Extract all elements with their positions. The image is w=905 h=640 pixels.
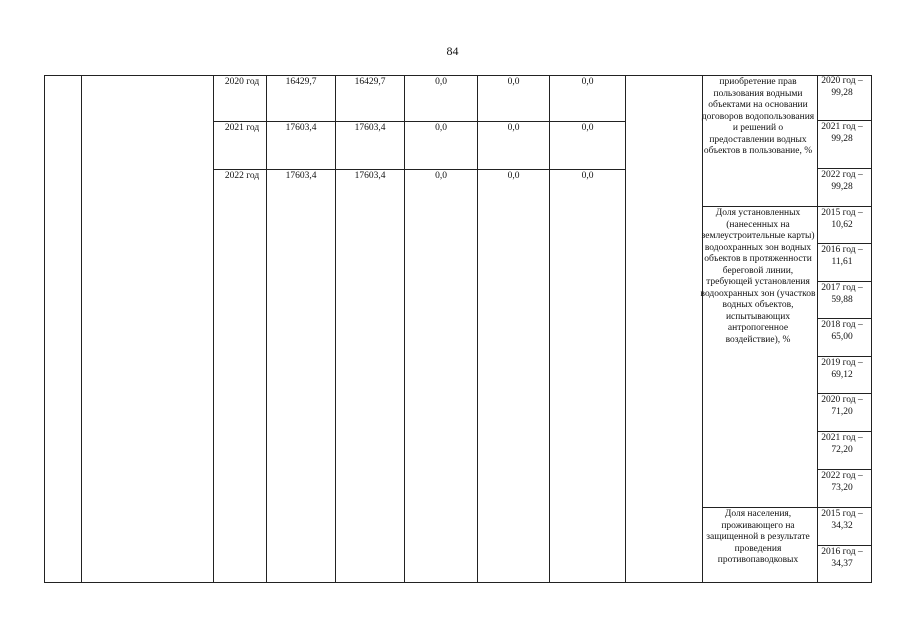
row-value: 0,0: [507, 77, 520, 87]
col-line-1: [81, 75, 82, 583]
col-line-11: [871, 75, 872, 583]
row-value: 0,0: [435, 77, 447, 87]
target-line: [817, 469, 871, 470]
page-number: 84: [446, 44, 459, 58]
row-value: 0,0: [507, 171, 520, 181]
row-year: 2021 год: [224, 123, 260, 133]
target-value: 2018 год – 65,00: [821, 320, 863, 342]
row-value: 0,0: [435, 123, 447, 133]
row-total: 17603,4: [285, 171, 317, 181]
row-budget: 16429,7: [354, 77, 386, 87]
target-line: [817, 507, 871, 508]
target-line: [817, 431, 871, 432]
row-value: 0,0: [435, 171, 447, 181]
target-value: 2016 год – 11,61: [821, 245, 863, 267]
row-line-2: [213, 169, 625, 170]
target-value: 2020 год – 71,20: [821, 395, 863, 417]
target-value: 2021 год – 99,28: [821, 122, 863, 144]
col-line-4: [335, 75, 336, 583]
table-bottom-border: [44, 582, 872, 583]
target-line: [817, 281, 871, 282]
col-line-2: [213, 75, 214, 583]
indicator-text: Доля населения, проживающего на защищенной в результате проведения противопаводковых: [706, 509, 810, 565]
row-total: 16429,7: [285, 77, 317, 87]
target-value: 2022 год – 99,28: [821, 170, 863, 192]
target-value: 2017 год – 59,88: [821, 283, 863, 305]
target-value: 2015 год – 10,62: [821, 208, 863, 230]
target-line: [817, 393, 871, 394]
target-value: 2015 год – 34,32: [821, 509, 863, 531]
target-line: [817, 168, 871, 169]
row-line-1: [213, 121, 625, 122]
target-line: [817, 243, 871, 244]
row-total: 17603,4: [285, 123, 317, 133]
indicator-text: Доля установленных (нанесенных на землеустроительные карты) водоохранных зон водных объектов в протяженности береговой линии, требующей установления водоохранных зон (участков водных объектов, испытывающих антропогенное воздействие), %: [700, 208, 816, 345]
target-value: 2016 год – 34,37: [821, 547, 863, 569]
target-line: [817, 120, 871, 121]
row-value: 0,0: [507, 123, 520, 133]
col-line-0: [44, 75, 45, 583]
col-line-7: [549, 75, 550, 583]
row-value: 0,0: [581, 171, 594, 181]
target-line: [817, 206, 871, 207]
col-line-6: [477, 75, 478, 583]
indicator-text: приобретение прав пользования водными объектами на основании договоров водопользования и решений о предоставлении водных объектов в пользование, %: [701, 77, 815, 156]
target-line: [817, 318, 871, 319]
row-year: 2020 год: [224, 77, 260, 87]
table-top-border: [44, 75, 872, 76]
target-value: 2020 год – 99,28: [821, 76, 863, 98]
program-table: [44, 75, 872, 583]
row-budget: 17603,4: [354, 123, 386, 133]
row-budget: 17603,4: [354, 171, 386, 181]
row-year: 2022 год: [224, 171, 260, 181]
col-line-3: [266, 75, 267, 583]
col-line-5: [404, 75, 405, 583]
target-line: [817, 356, 871, 357]
target-value: 2021 год – 72,20: [821, 433, 863, 455]
col-line-8: [625, 75, 626, 583]
row-value: 0,0: [581, 77, 594, 87]
indicator-separator: [702, 507, 817, 508]
target-line: [817, 545, 871, 546]
row-value: 0,0: [581, 123, 594, 133]
target-value: 2019 год – 69,12: [821, 358, 863, 380]
target-value: 2022 год – 73,20: [821, 471, 863, 493]
indicator-separator: [702, 206, 817, 207]
